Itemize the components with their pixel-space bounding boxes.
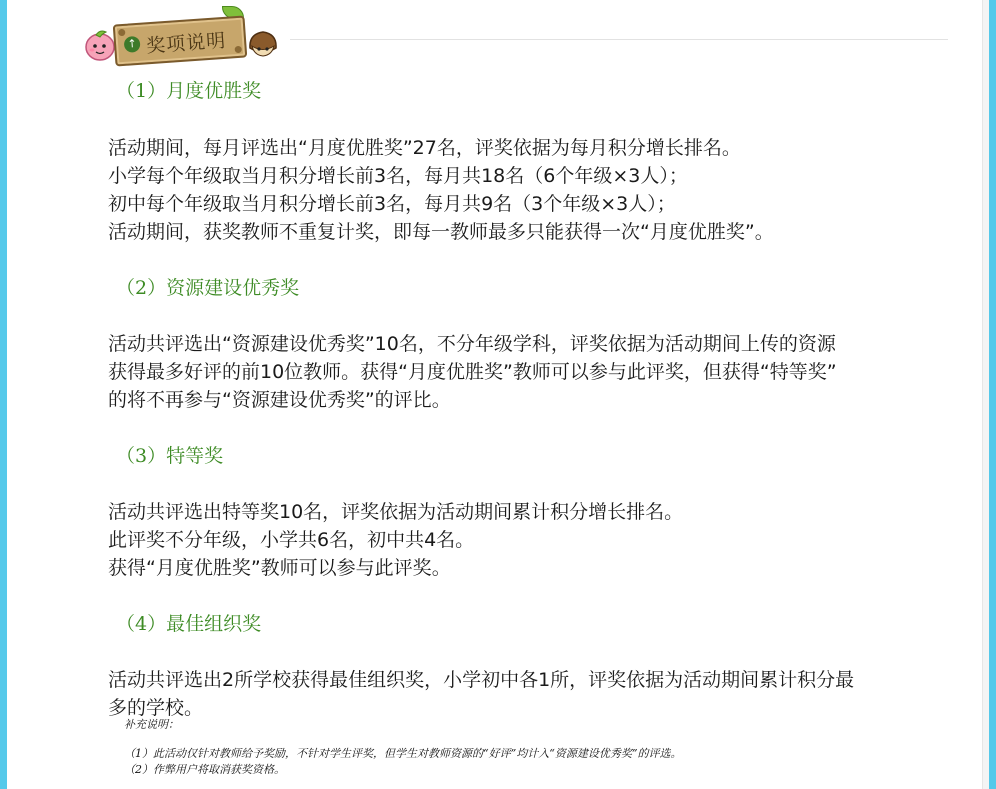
notes-item: （1）此活动仅针对教师给予奖励，不针对学生评奖，但学生对教师资源的“好评”均计入“资源建设优秀奖”的评选。	[124, 747, 682, 760]
body-line: 初中每个年级取当月积分增长前3名，每月共9名（3个年级×3人）；	[108, 193, 676, 215]
right-border	[989, 0, 996, 789]
scrollbar-track[interactable]	[982, 0, 989, 789]
notes-title: 补充说明：	[124, 718, 179, 731]
nail-icon	[234, 46, 241, 53]
supplementary-notes	[124, 716, 682, 778]
arrow-up-circle-icon: ↑	[124, 36, 141, 53]
body-line: 多的学校。	[108, 697, 204, 719]
body-line: 此评奖不分年级，小学共6名，初中共4名。	[108, 529, 475, 551]
body-line: 小学每个年级取当月积分增长前3名，每月共18名（6个年级×3人）；	[108, 165, 688, 187]
body-line: 活动共评选出特等奖10名，评奖依据为活动期间累计积分增长排名。	[108, 501, 684, 523]
body-line: 获得最多好评的前10位教师。获得“月度优胜奖”教师可以参与此评奖，但获得“特等奖”	[108, 361, 837, 383]
body-line: 获得“月度优胜奖”教师可以参与此评奖。	[108, 557, 451, 579]
left-border	[0, 0, 7, 789]
section-body	[108, 498, 683, 582]
body-line: 的将不再参与“资源建设优秀奖”的评比。	[108, 389, 451, 411]
banner-divider	[290, 39, 948, 40]
section-heading: （2）资源建设优秀奖	[116, 277, 300, 299]
banner-title: 奖项说明	[145, 29, 227, 58]
section-body	[108, 666, 854, 722]
body-line: 活动共评选出2所学校获得最佳组织奖，小学初中各1所，评奖依据为活动期间累计积分最	[108, 669, 855, 691]
section-heading: （1）月度优胜奖	[116, 80, 262, 102]
body-line: 活动期间，每月评选出“月度优胜奖”27名，评奖依据为每月积分增长排名。	[108, 137, 741, 159]
nail-icon	[118, 29, 125, 36]
section-heading: （3）特等奖	[116, 445, 224, 467]
section-heading: （4）最佳组织奖	[116, 613, 262, 635]
section-body	[108, 330, 837, 414]
body-line: 活动共评选出“资源建设优秀奖”10名，不分年级学科，评奖依据为活动期间上传的资源	[108, 333, 836, 355]
section-banner	[80, 6, 950, 68]
banner-sign	[113, 15, 248, 66]
section-body	[108, 134, 774, 246]
body-line: 活动期间，获奖教师不重复计奖，即每一教师最多只能获得一次“月度优胜奖”。	[108, 221, 774, 243]
notes-item: （2）作弊用户将取消获奖资格。	[124, 763, 285, 776]
chestnut-mascot-icon	[246, 26, 280, 58]
